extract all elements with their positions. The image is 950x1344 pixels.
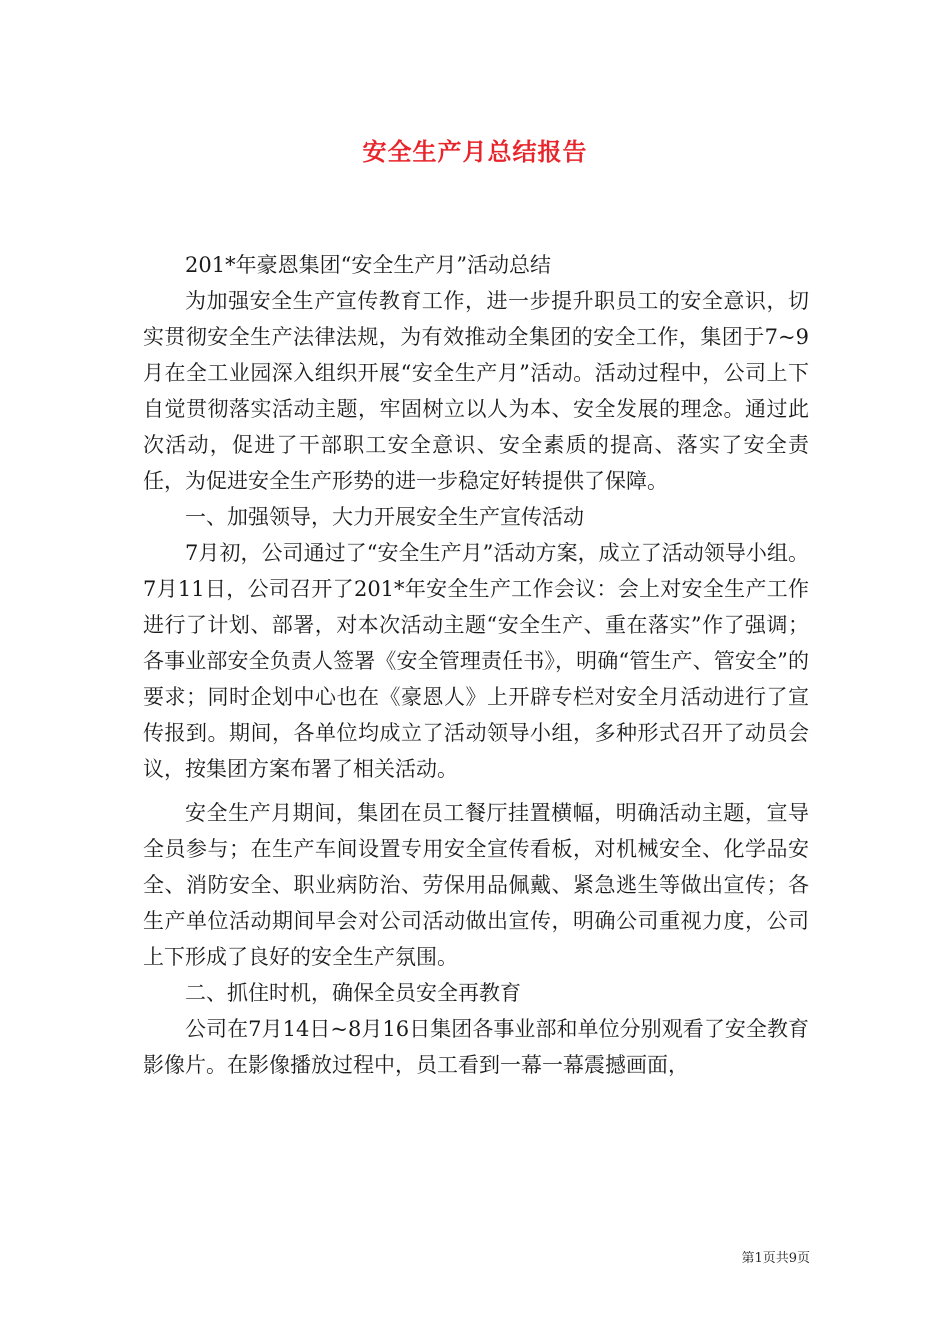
paragraph-intro: 为加强安全生产宣传教育工作，进一步提升职员工的安全意识，切实贯彻安全生产法律法规，为有效推动全集团的安全工作，集团于7~9月在全工业园深入组织开展“安全生产月”活动。活动过程中，公司上下自觉贯彻落实活动主题，牢固树立以人为本、安全发展的理念。通过此次活动，促进了干部职工安全意识、安全素质的提高、落实了安全责任，为促进安全生产形势的进一步稳定好转提供了保障。 xyxy=(143,289,809,493)
document-body xyxy=(143,247,809,1083)
paragraph-section1-b: 安全生产月期间，集团在员工餐厅挂置横幅，明确活动主题，宣导全员参与；在生产车间设置专用安全宣传看板，对机械安全、化学品安全、消防安全、职业病防治、劳保用品佩戴、紧急逃生等做出宣传；各生产单位活动期间早会对公司活动做出宣传，明确公司重视力度，公司上下形成了良好的安全生产氛围。 xyxy=(143,801,809,969)
page-number: 第1页共9页 xyxy=(741,1251,810,1266)
paragraph-section1-a: 7月初，公司通过了“安全生产月”活动方案，成立了活动领导小组。7月11日，公司召开了201*年安全生产工作会议：会上对安全生产工作进行了计划、部署，对本次活动主题“安全生产、重在落实”作了强调；各事业部安全负责人签署《安全管理责任书》，明确“管生产、管安全”的要求；同时企划中心也在《豪恩人》上开辟专栏对安全月活动进行了宣传报到。期间，各单位均成立了活动领导小组，多种形式召开了动员会议，按集团方案布署了相关活动。 xyxy=(143,541,809,781)
section-heading-2: 二、抓住时机，确保全员安全再教育 xyxy=(185,981,521,1005)
document-title: 安全生产月总结报告 xyxy=(362,137,588,166)
paragraph-subtitle: 201*年豪恩集团“安全生产月”活动总结 xyxy=(185,253,552,277)
section-heading-1: 一、加强领导，大力开展安全生产宣传活动 xyxy=(185,505,584,529)
paragraph-section2-a: 公司在7月14日~8月16日集团各事业部和单位分别观看了安全教育影像片。在影像播放过程中，员工看到一幕一幕震撼画面， xyxy=(143,1017,809,1077)
